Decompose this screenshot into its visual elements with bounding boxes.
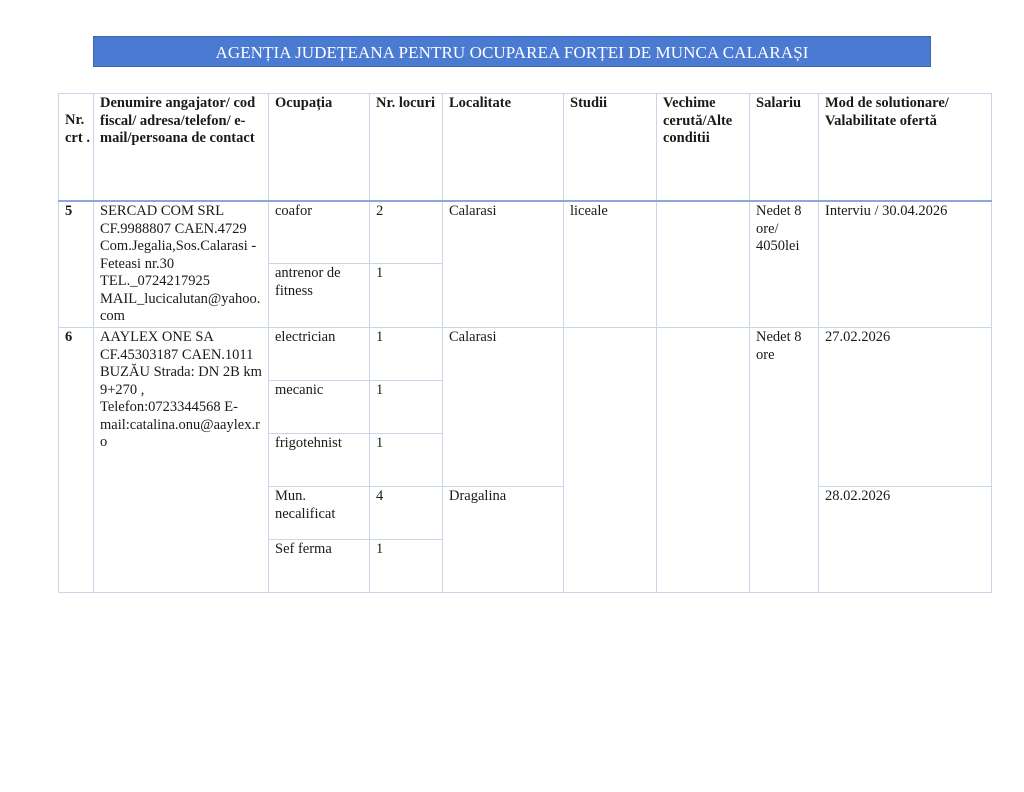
- salary-cell: Nedet 8 ore/ 4050lei: [750, 201, 819, 328]
- method-cell: Interviu / 30.04.2026: [819, 201, 992, 328]
- places-cell: 1: [370, 328, 443, 381]
- places-cell: 1: [370, 381, 443, 434]
- method-cell: 28.02.2026: [819, 487, 992, 593]
- header-places: Nr. locuri: [370, 94, 443, 202]
- studies-cell: liceale: [564, 201, 657, 328]
- header-occupation: Ocupația: [269, 94, 370, 202]
- places-cell: 1: [370, 434, 443, 487]
- occupation-cell: antrenor de fitness: [269, 264, 370, 328]
- table-row: [59, 328, 992, 381]
- locality-cell: Dragalina: [443, 487, 564, 593]
- header-method: Mod de solutionare/ Valabilitate ofertă: [819, 94, 992, 202]
- method-cell: 27.02.2026: [819, 328, 992, 487]
- occupation-cell: mecanic: [269, 381, 370, 434]
- locality-cell: Calarasi: [443, 201, 564, 328]
- experience-cell: [657, 328, 750, 593]
- studies-cell: [564, 328, 657, 593]
- occupation-cell: electrician: [269, 328, 370, 381]
- row-nr: 5: [59, 201, 94, 328]
- header-locality: Localitate: [443, 94, 564, 202]
- locality-cell: Calarasi: [443, 328, 564, 487]
- table-header-row: [59, 94, 992, 202]
- employer-cell: SERCAD COM SRL CF.9988807 CAEN.4729 Com.Jegalia,Sos.Calarasi -Feteasi nr.30 TEL._0724217925 MAIL_lucicalutan@yahoo.com: [94, 201, 269, 328]
- salary-cell: Nedet 8 ore: [750, 328, 819, 593]
- experience-cell: [657, 201, 750, 328]
- table-row: [59, 201, 992, 264]
- header-nr: Nr. crt .: [59, 94, 94, 202]
- occupation-cell: frigotehnist: [269, 434, 370, 487]
- header-employer: Denumire angajator/ cod fiscal/ adresa/telefon/ e-mail/persoana de contact: [94, 94, 269, 202]
- header-salary: Salariu: [750, 94, 819, 202]
- job-offers-table: [58, 93, 992, 593]
- places-cell: 1: [370, 264, 443, 328]
- occupation-cell: Sef ferma: [269, 540, 370, 593]
- header-studies: Studii: [564, 94, 657, 202]
- occupation-cell: Mun. necalificat: [269, 487, 370, 540]
- places-cell: 1: [370, 540, 443, 593]
- row-nr: 6: [59, 328, 94, 593]
- places-cell: 4: [370, 487, 443, 540]
- employer-cell: AAYLEX ONE SA CF.45303187 CAEN.1011 BUZĂU Strada: DN 2B km 9+270 , Telefon:0723344568 E-mail:catalina.onu@aaylex.ro: [94, 328, 269, 593]
- header-experience: Vechime cerută/Alte conditii: [657, 94, 750, 202]
- page-title-banner: AGENȚIA JUDEȚEANA PENTRU OCUPAREA FORȚEI DE MUNCA CALARAȘI: [93, 36, 931, 67]
- occupation-cell: coafor: [269, 201, 370, 264]
- places-cell: 2: [370, 201, 443, 264]
